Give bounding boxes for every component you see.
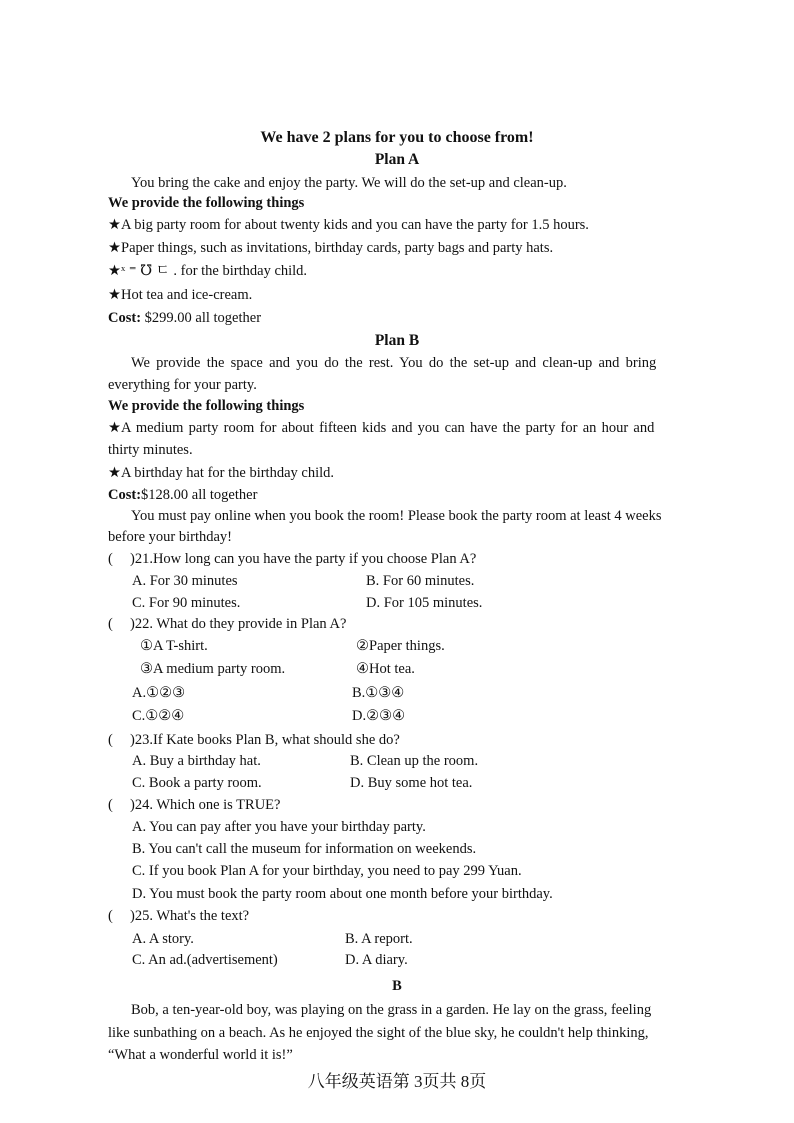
plan-a-item: ★Paper things, such as invitations, birthday cards, party bags and party hats. [108,240,554,256]
question-24 [108,796,280,814]
option-d: D. Buy some hot tea. [350,775,473,791]
option-c: C. Book a party room. [132,775,262,791]
cost-label: Cost: [108,487,142,503]
question-stem: )24. Which one is TRUE? [130,797,281,813]
question-22 [108,615,346,633]
section-b-paragraph: like sunbathing on a beach. As he enjoyed the sight of the blue sky, he couldn't help thinking, [108,1025,649,1041]
plan-b-item: thirty minutes. [108,442,193,458]
option-c: C. If you book Plan A for your birthday, you need to pay 299 Yuan. [132,863,522,879]
option-b: B. Clean up the room. [350,753,479,769]
section-b-paragraph: “What a wonderful world it is!” [108,1047,293,1063]
sub-option-3: ③A medium party room. [140,661,286,677]
plan-a-cost [108,309,261,327]
plan-b-provide-heading: We provide the following things [108,398,305,414]
plan-a-item: ★A big party room for about twenty kids and you can have the party for 1.5 hours. [108,217,589,233]
page-footer: 八年级英语第 3页共 8页 [307,1072,487,1091]
section-b-paragraph: Bob, a ten-year-old boy, was playing on the grass in a garden. He lay on the grass, feeling [131,1002,652,1018]
plan-b-intro: We provide the space and you do the rest. You do the set-up and clean-up and bring [131,355,657,371]
option-d: D.②③④ [352,708,406,724]
answer-bracket[interactable]: ( [108,732,113,748]
question-25 [108,907,249,925]
question-21 [108,550,476,568]
plan-b-heading: Plan B [374,332,420,349]
option-d: D. A diary. [345,952,408,968]
plan-a-item: ★Hot tea and ice-cream. [108,287,253,303]
question-stem: )23.If Kate books Plan B, what should she do? [130,732,400,748]
plan-b-cost [108,486,257,504]
sub-option-2: ②Paper things. [356,638,445,654]
question-stem: )25. What's the text? [130,908,250,924]
option-b: B. You can't call the museum for information on weekends. [132,841,477,857]
option-b: B. For 60 minutes. [366,573,475,589]
plan-a-provide-heading: We provide the following things [108,195,305,211]
option-b: B.①③④ [352,685,405,701]
plan-a-item: ★ˣ ⁼ ℧ ㄷ . for the birthday child. [108,263,308,279]
option-c: C.①②④ [132,708,185,724]
question-stem: )21.How long can you have the party if you choose Plan A? [130,551,477,567]
answer-bracket[interactable]: ( [108,551,113,567]
booking-notice: You must pay online when you book the room! Please book the party room at least 4 weeks [131,508,662,524]
option-c: C. For 90 minutes. [132,595,241,611]
booking-notice: before your birthday! [108,529,233,545]
option-b: B. A report. [345,931,413,947]
question-23 [108,731,400,749]
cost-label: Cost: [108,310,142,326]
sub-option-4: ④Hot tea. [356,661,415,677]
option-a: A.①②③ [132,685,186,701]
cost-value: $299.00 all together [141,310,262,326]
option-a: A. A story. [132,931,194,947]
answer-bracket[interactable]: ( [108,797,113,813]
option-a: A. For 30 minutes [132,573,238,589]
option-a: A. Buy a birthday hat. [132,753,261,769]
option-d: D. You must book the party room about one month before your birthday. [132,886,553,902]
cost-value: $128.00 all together [141,487,258,503]
plan-a-heading: Plan A [374,151,420,168]
plan-a-intro: You bring the cake and enjoy the party. We will do the set-up and clean-up. [131,175,567,191]
plan-b-item: ★A medium party room for about fifteen kids and you can have the party for an hour and [108,420,655,436]
plan-b-intro: everything for your party. [108,377,257,393]
question-stem: )22. What do they provide in Plan A? [130,616,347,632]
answer-bracket[interactable]: ( [108,616,113,632]
option-a: A. You can pay after you have your birthday party. [132,819,426,835]
section-b-heading: B [392,978,402,994]
page-title: We have 2 plans for you to choose from! [260,129,534,146]
answer-bracket[interactable]: ( [108,908,113,924]
option-d: D. For 105 minutes. [366,595,483,611]
sub-option-1: ①A T-shirt. [140,638,208,654]
option-c: C. An ad.(advertisement) [132,952,278,968]
plan-b-item: ★A birthday hat for the birthday child. [108,465,335,481]
